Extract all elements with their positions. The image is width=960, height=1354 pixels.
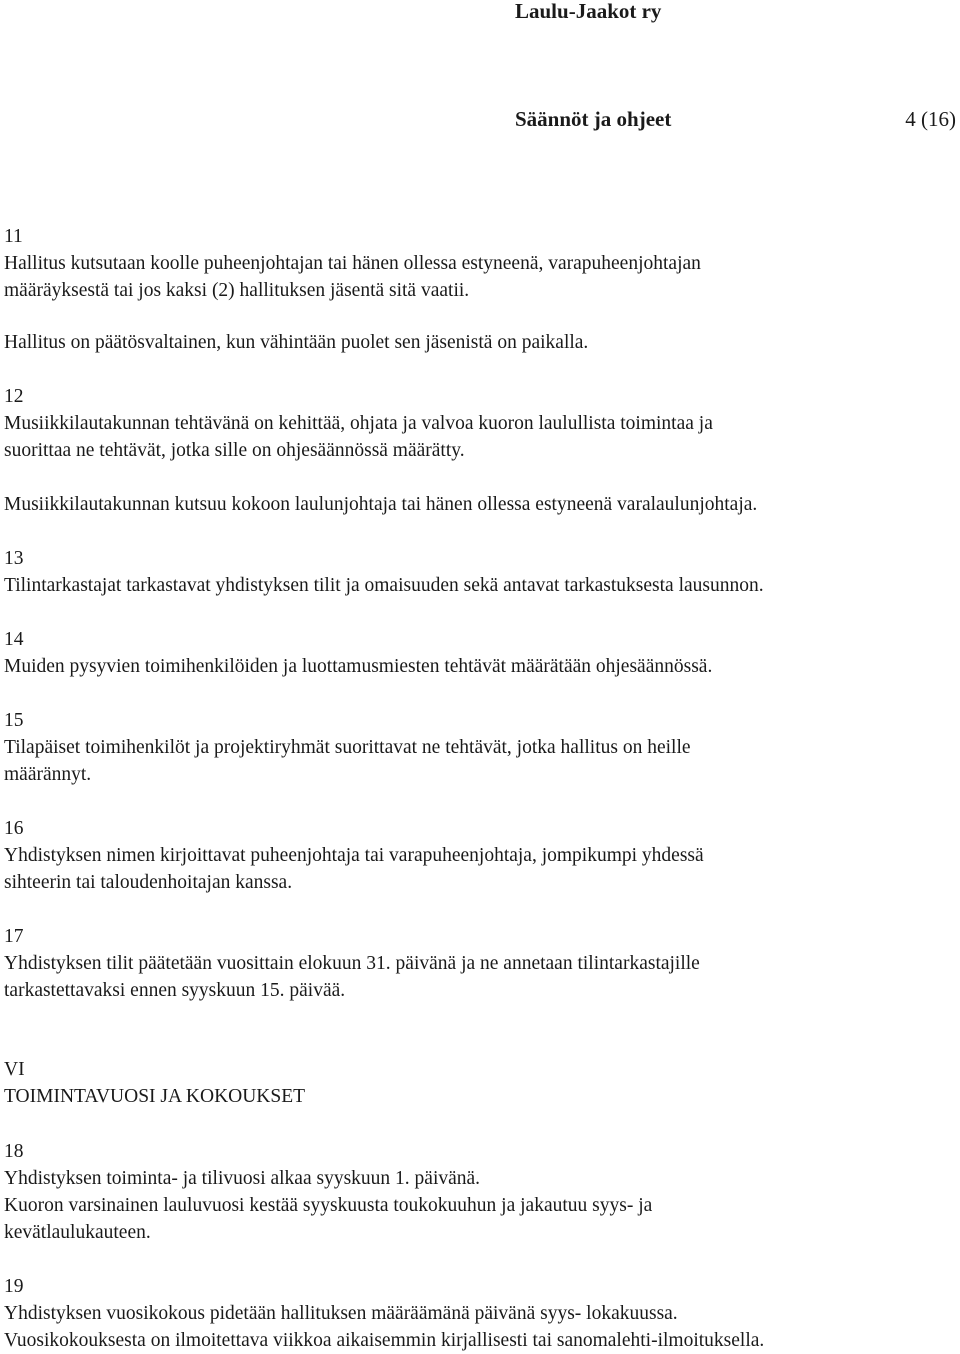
section-14 [4, 626, 954, 680]
chapter-numeral: VI [4, 1059, 25, 1080]
chapter-title: TOIMINTAVUOSI JA KOKOUKSET [4, 1086, 306, 1107]
section-19 [4, 1273, 954, 1354]
chapter-heading [4, 1056, 954, 1110]
section-text-line: Hallitus on päätösvaltainen, kun vähintään puolet sen jäsenistä on paikalla. [4, 332, 589, 353]
section-number: 11 [4, 226, 23, 247]
section-number: 19 [4, 1276, 24, 1297]
page-number: 4 (16) [905, 107, 956, 131]
section-text-line: tarkastettavaksi ennen syyskuun 15. päivää. [4, 980, 346, 1001]
document-title: Säännöt ja ohjeet [515, 107, 672, 131]
paragraph-quorum [4, 329, 954, 356]
section-number: 16 [4, 818, 24, 839]
section-text-line: Musiikkilautakunnan kutsuu kokoon laulunjohtaja tai hänen ollessa estyneenä varalaulunjohtaja. [4, 494, 758, 515]
section-11 [4, 223, 954, 304]
section-12 [4, 383, 954, 464]
section-15 [4, 707, 954, 788]
section-text-line: Yhdistyksen tilit päätetään vuosittain elokuun 31. päivänä ja ne annetaan tilintarkastajille [4, 953, 700, 974]
section-text-line: Tilapäiset toimihenkilöt ja projektiryhmät suorittavat ne tehtävät, jotka hallitus on heille [4, 737, 691, 758]
section-number: 17 [4, 926, 24, 947]
section-text-line: Yhdistyksen nimen kirjoittavat puheenjohtaja tai varapuheenjohtaja, jompikumpi yhdessä [4, 845, 704, 866]
section-text-line: Yhdistyksen vuosikokous pidetään hallituksen määräämänä päivänä syys- lokakuussa. [4, 1303, 678, 1324]
section-text-line: määräyksestä tai jos kaksi (2) hallituksen jäsentä sitä vaatii. [4, 280, 470, 301]
section-text-line: Kuoron varsinainen lauluvuosi kestää syyskuusta toukokuuhun ja jakautuu syys- ja [4, 1195, 653, 1216]
section-text-line: Yhdistyksen toiminta- ja tilivuosi alkaa syyskuun 1. päivänä. [4, 1168, 481, 1189]
section-16 [4, 815, 954, 896]
section-text-line: Musiikkilautakunnan tehtävänä on kehittää, ohjata ja valvoa kuoron laulullista toimintaa ja [4, 413, 713, 434]
section-text-line: määrännyt. [4, 764, 92, 785]
section-18 [4, 1138, 954, 1246]
section-number: 13 [4, 548, 24, 569]
section-number: 18 [4, 1141, 24, 1162]
section-text-line: suorittaa ne tehtävät, jotka sille on ohjesäännössä määrätty. [4, 440, 465, 461]
section-13 [4, 545, 954, 599]
section-text-line: sihteerin tai taloudenhoitajan kanssa. [4, 872, 293, 893]
section-text-line: Hallitus kutsutaan koolle puheenjohtajan tai hänen ollessa estyneenä, varapuheenjohtajan [4, 253, 701, 274]
paragraph-music-committee-convening [4, 491, 954, 518]
section-number: 15 [4, 710, 24, 731]
section-17 [4, 923, 954, 1004]
section-number: 14 [4, 629, 24, 650]
organization-name: Laulu-Jaakot ry [515, 0, 662, 23]
section-text-line: Muiden pysyvien toimihenkilöiden ja luottamusmiesten tehtävät määrätään ohjesäännössä. [4, 656, 713, 677]
section-number: 12 [4, 386, 24, 407]
section-text-line: Vuosikokouksesta on ilmoitettava viikkoa aikaisemmin kirjallisesti tai sanomalehti-ilmoituksella. [4, 1330, 765, 1351]
section-text-line: kevätlaulukauteen. [4, 1222, 151, 1243]
section-text-line: Tilintarkastajat tarkastavat yhdistyksen tilit ja omaisuuden sekä antavat tarkastuksesta lausunnon. [4, 575, 764, 596]
